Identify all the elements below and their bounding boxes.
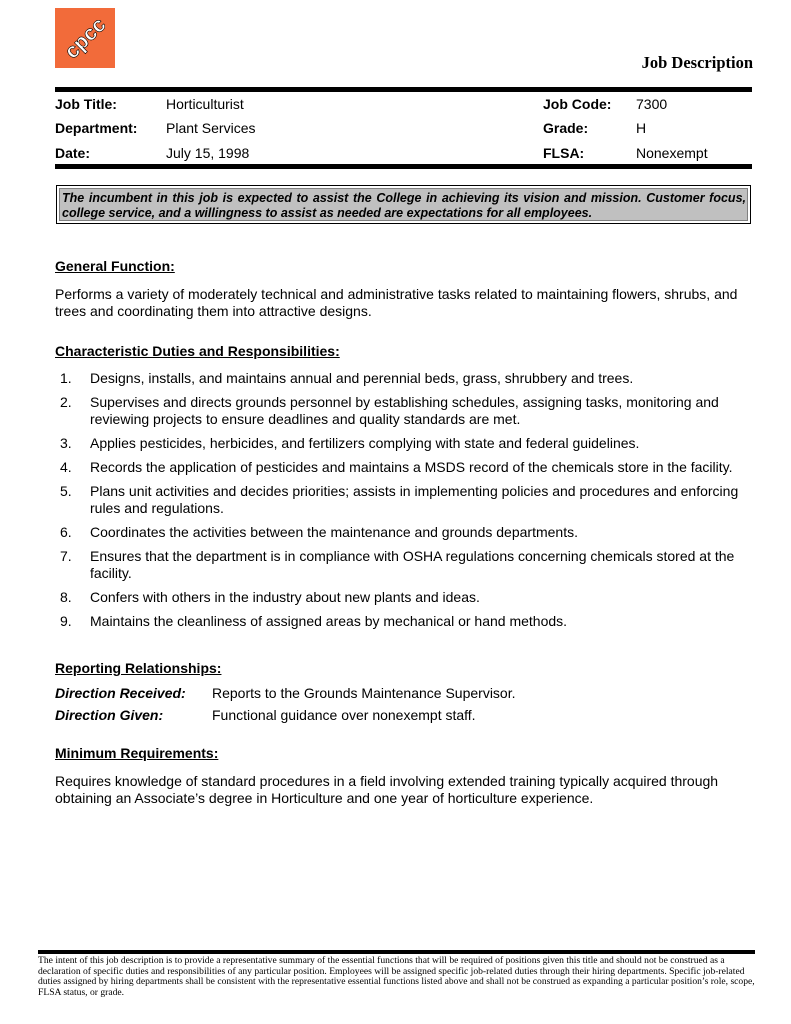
date-label: Date: — [55, 145, 91, 161]
duty-number: 8. — [60, 589, 72, 605]
department-label: Department: — [55, 120, 138, 136]
duty-item — [55, 613, 755, 630]
duty-text: Designs, installs, and maintains annual and perennial beds, grass, shrubbery and trees. — [90, 370, 634, 386]
duty-number: 9. — [60, 613, 72, 629]
department-value: Plant Services — [166, 120, 256, 136]
duty-number: 2. — [60, 394, 72, 410]
flsa-value: Nonexempt — [636, 145, 708, 161]
duties-heading: Characteristic Duties and Responsibilities: — [55, 343, 340, 359]
duty-number: 7. — [60, 548, 72, 564]
direction-given-value: Functional guidance over nonexempt staff. — [212, 707, 476, 723]
meta-row-title — [55, 96, 752, 116]
duty-text: Plans unit activities and decides priorities; assists in implementing policies and procedures and enforcing rules and regulations. — [90, 483, 739, 516]
flsa-label: FLSA: — [543, 145, 585, 161]
date-value: July 15, 1998 — [166, 145, 250, 161]
duty-text: Applies pesticides, herbicides, and fertilizers complying with state and federal guidelines. — [90, 435, 640, 451]
duty-number: 4. — [60, 459, 72, 475]
meta-row-date — [55, 145, 752, 165]
duty-item — [55, 589, 755, 606]
cpcc-logo — [55, 8, 115, 68]
direction-received-label: Direction Received: — [55, 685, 186, 701]
direction-given-row — [55, 707, 755, 725]
duty-number: 3. — [60, 435, 72, 451]
job-title-value: Horticulturist — [166, 96, 244, 112]
grade-label: Grade: — [543, 120, 589, 136]
header-rule-bottom — [55, 164, 752, 169]
direction-received-value: Reports to the Grounds Maintenance Supervisor. — [212, 685, 516, 701]
duty-number: 5. — [60, 483, 72, 499]
job-title-label: Job Title: — [55, 96, 117, 112]
duty-item — [55, 435, 755, 452]
job-code-value: 7300 — [636, 96, 668, 112]
job-code-label: Job Code: — [543, 96, 612, 112]
direction-received-row — [55, 685, 755, 703]
duty-number: 6. — [60, 524, 72, 540]
document-title: Job Description — [641, 53, 753, 72]
duty-number: 1. — [60, 370, 72, 386]
duty-item — [55, 548, 755, 582]
general-function-text: Performs a variety of moderately technical and administrative tasks related to maintaining flowers, shrubs, and trees and coordinating them into attractive designs. — [55, 286, 738, 319]
meta-row-department — [55, 120, 752, 140]
general-function-heading: General Function: — [55, 258, 175, 274]
duty-text: Ensures that the department is in compliance with OSHA regulations concerning chemicals stored at the facility. — [90, 548, 735, 581]
footer-rule — [38, 950, 755, 954]
header-rule-top — [55, 87, 752, 92]
mission-statement-box: The incumbent in this job is expected to assist the College in achieving its vision and mission. Customer focus, college service, and a willingness to assist as needed are expectations for all employees. — [56, 185, 751, 224]
logo-text: cpcc — [60, 13, 111, 64]
duty-text: Confers with others in the industry about new plants and ideas. — [90, 589, 480, 605]
duty-text: Supervises and directs grounds personnel by establishing schedules, assigning tasks, monitoring and reviewing projects to ensure deadlines and quality standards are met. — [90, 394, 719, 427]
duty-text: Coordinates the activities between the maintenance and grounds departments. — [90, 524, 578, 540]
duties-list — [55, 370, 755, 637]
direction-given-label: Direction Given: — [55, 707, 164, 723]
minimum-requirements-text: Requires knowledge of standard procedures in a field involving extended training typically acquired through obtaining an Associate’s degree in Horticulture and one year of horticulture experience. — [55, 773, 719, 806]
minimum-requirements-heading: Minimum Requirements: — [55, 745, 219, 761]
duty-item — [55, 370, 755, 387]
duty-text: Maintains the cleanliness of assigned areas by mechanical or hand methods. — [90, 613, 568, 629]
grade-value: H — [636, 120, 647, 136]
duty-item — [55, 394, 755, 428]
duty-item — [55, 524, 755, 541]
duty-item — [55, 483, 755, 517]
reporting-heading: Reporting Relationships: — [55, 660, 222, 676]
footer-disclaimer: The intent of this job description is to provide a representative summary of the essential functions that will be required of positions given this title and should not be construed as a declaration of specific duties and responsibilities of any particular position. Employees will be assigned specific job-related duties through their hiring departments. Specific job-related duties assigned by hiring departments shall be consistent with the representative essential functions listed above and shall not be construed as expanding a particular position’s role, scope, FLSA status, or grade. — [38, 955, 755, 998]
duty-text: Records the application of pesticides and maintains a MSDS record of the chemicals store in the facility. — [90, 459, 733, 475]
duty-item — [55, 459, 755, 476]
